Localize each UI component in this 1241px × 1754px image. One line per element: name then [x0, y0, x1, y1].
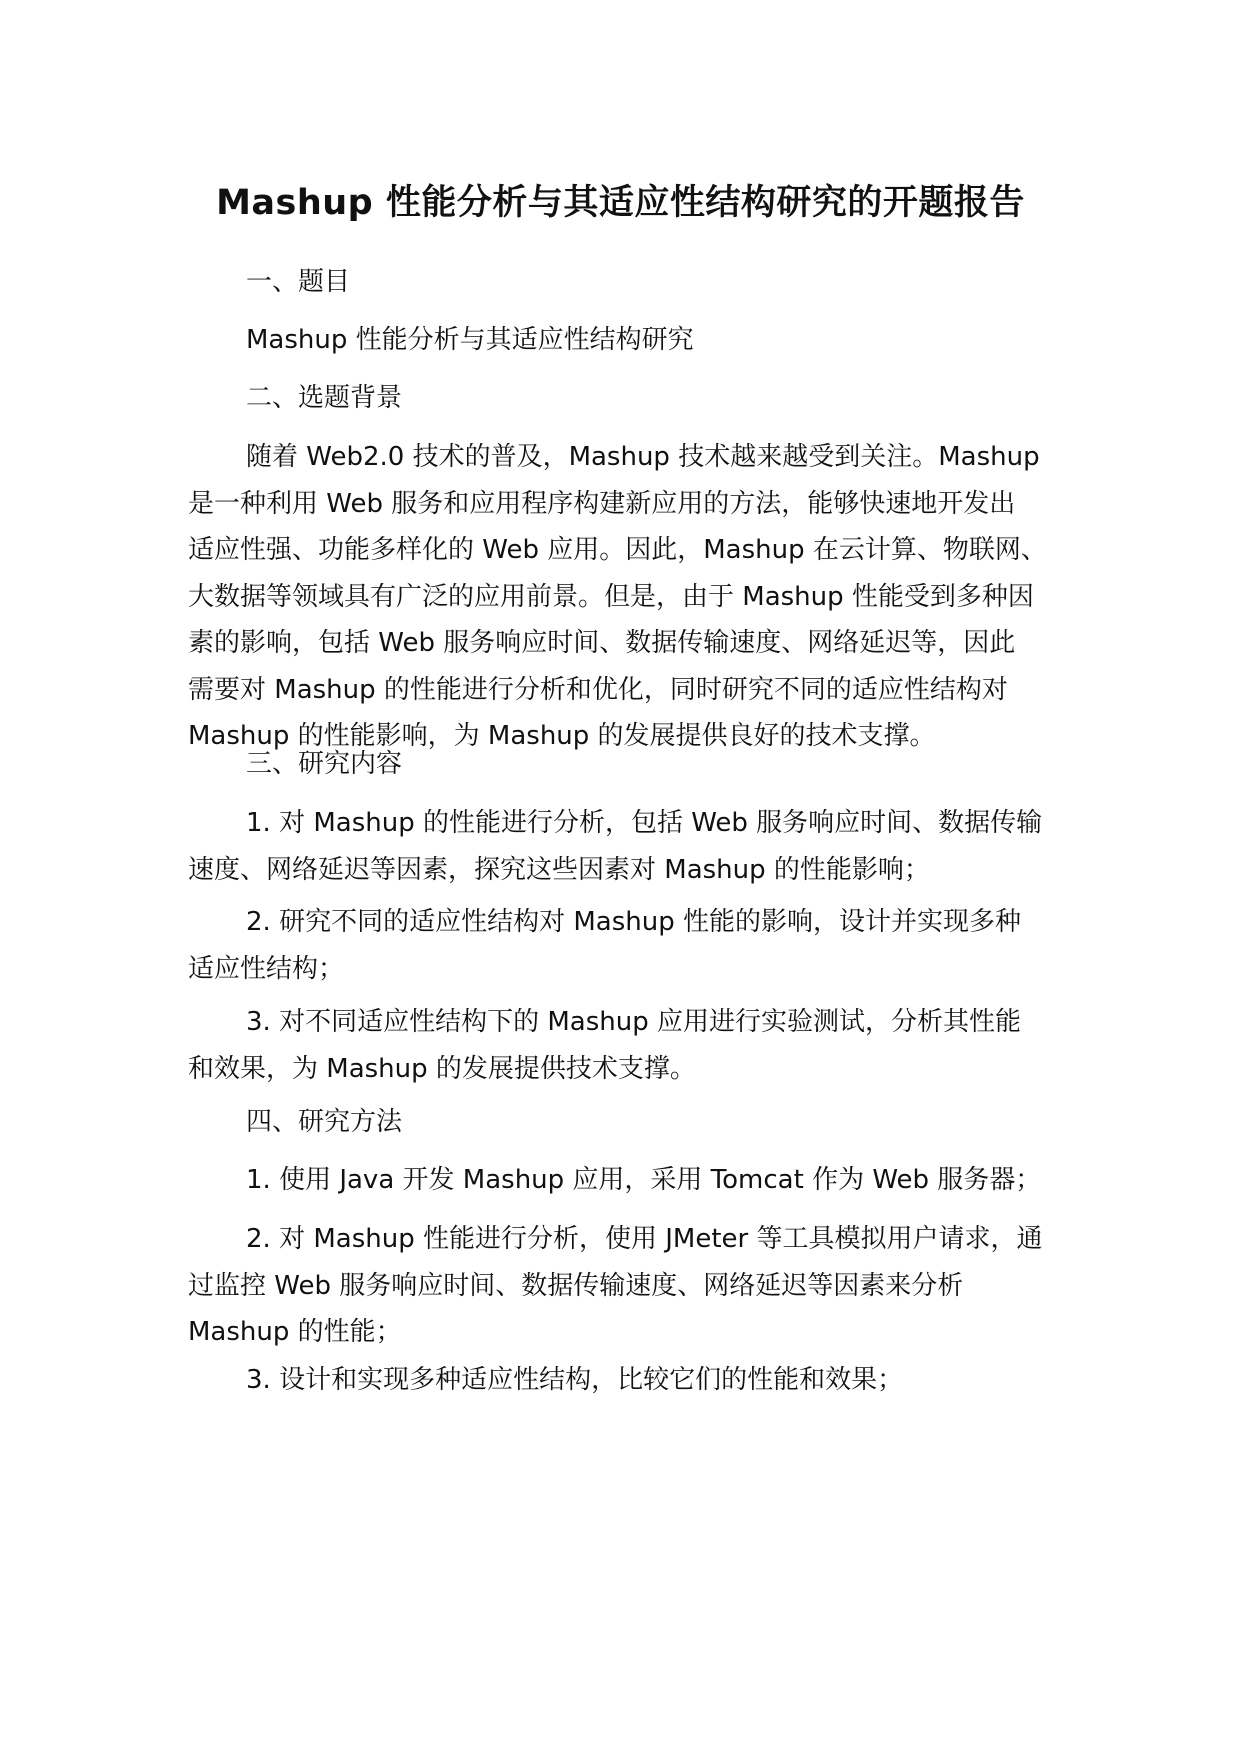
method-item-1: [188, 1157, 1068, 1204]
text-line: 2. 研究不同的适应性结构对 Mashup 性能的影响，设计并实现多种: [246, 907, 1021, 937]
text-line: 大数据等领域具有广泛的应用前景。但是，由于 Mashup 性能受到多种因: [188, 581, 1034, 612]
method-item-2: [188, 1216, 1068, 1356]
text-line: Mashup 的性能影响，为 Mashup 的发展提供良好的技术支撑。: [188, 721, 936, 751]
text-line: 素的影响，包括 Web 服务响应时间、数据传输速度、网络延迟等，因此: [188, 628, 1016, 658]
content-item-3: [188, 999, 1068, 1092]
content-item-1: [188, 800, 1068, 893]
text-line: Mashup 性能分析与其适应性结构研究: [246, 325, 694, 355]
text-line: 3. 设计和实现多种适应性结构，比较它们的性能和效果；: [246, 1365, 904, 1395]
text-line: 三、研究内容: [246, 749, 403, 779]
text-line: 适应性结构；: [188, 953, 345, 984]
text-line: 四、研究方法: [246, 1107, 403, 1137]
text-line: 2. 对 Mashup 性能进行分析，使用 JMeter 等工具模拟用户请求，通: [246, 1224, 1043, 1254]
background-paragraph: [188, 434, 1068, 760]
text-line: 3. 对不同适应性结构下的 Mashup 应用进行实验测试，分析其性能: [246, 1007, 1021, 1037]
section-heading-methods: [188, 1099, 1068, 1146]
text-line: 和效果，为 Mashup 的发展提供技术支撑。: [188, 1053, 696, 1084]
text-line: 是一种利用 Web 服务和应用程序构建新应用的方法，能够快速地开发出: [188, 488, 1016, 519]
section-heading-background: [188, 375, 1068, 422]
text-line: 随着 Web2.0 技术的普及，Mashup 技术越来越受到关注。Mashup: [246, 442, 1040, 472]
text-line: 需要对 Mashup 的性能进行分析和优化，同时研究不同的适应性结构对: [188, 674, 1008, 705]
document-title: Mashup 性能分析与其适应性结构研究的开题报告: [216, 183, 1025, 223]
text-line: 1. 使用 Java 开发 Mashup 应用，采用 Tomcat 作为 Web 服务器；: [246, 1165, 1042, 1195]
text-line: 二、选题背景: [246, 383, 403, 413]
text-line: Mashup 的性能；: [188, 1317, 402, 1347]
section-heading-content: [188, 741, 1068, 788]
topic-text: [188, 317, 1068, 364]
method-item-3: [188, 1357, 1068, 1404]
content-item-2: [188, 899, 1068, 992]
text-line: 速度、网络延迟等因素，探究这些因素对 Mashup 的性能影响；: [188, 854, 930, 885]
text-line: 适应性强、功能多样化的 Web 应用。因此，Mashup 在云计算、物联网、: [188, 535, 1047, 565]
text-line: 过监控 Web 服务响应时间、数据传输速度、网络延迟等因素来分析: [188, 1270, 964, 1301]
section-heading-topic: [188, 259, 1068, 306]
text-line: 一、题目: [246, 267, 351, 297]
text-line: 1. 对 Mashup 的性能进行分析，包括 Web 服务响应时间、数据传输: [246, 808, 1043, 838]
